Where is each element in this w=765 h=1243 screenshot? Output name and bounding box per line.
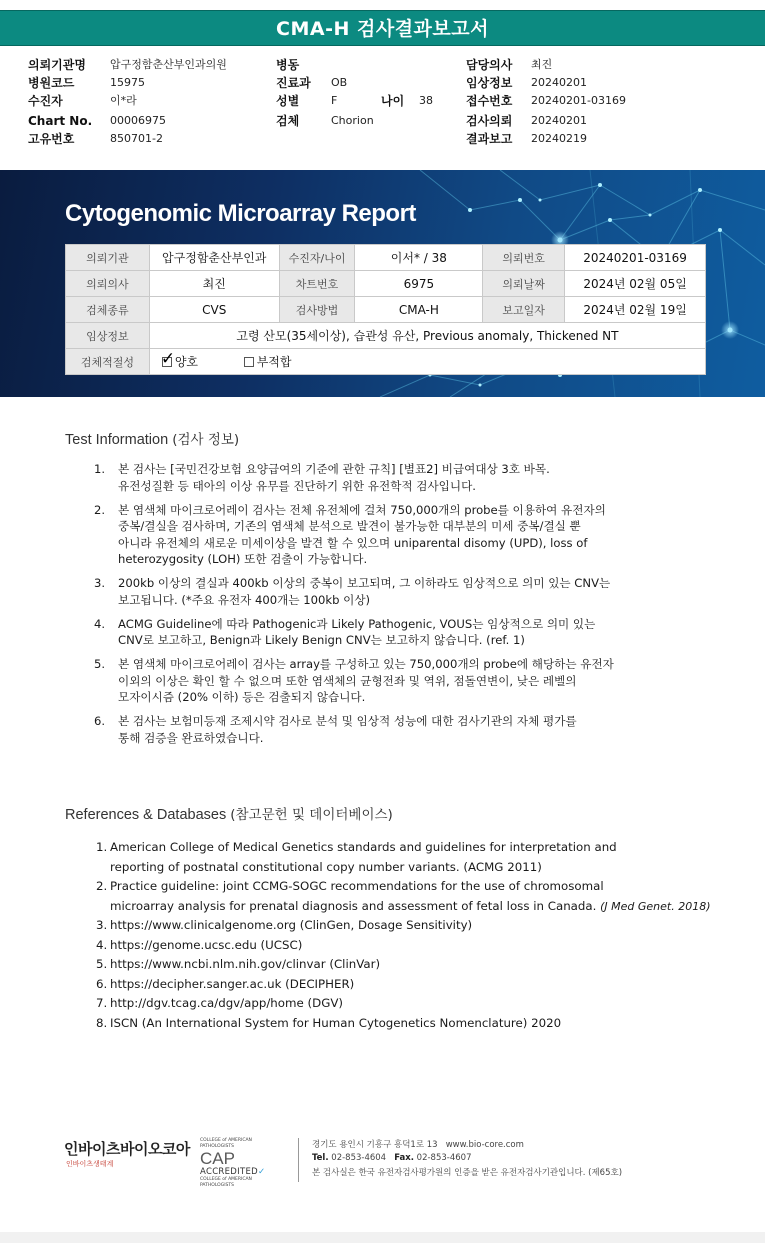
info-label: 검체종류	[66, 297, 150, 323]
meta-label: 접수번호	[466, 94, 513, 108]
references-title: References & Databases	[65, 807, 227, 823]
meta-row	[466, 112, 626, 130]
cytogenomic-report-title: Cytogenomic Microarray Report	[65, 200, 416, 227]
list-item	[94, 616, 704, 649]
test-info-list	[94, 461, 704, 754]
list-item-number: 1.	[96, 840, 108, 854]
info-label: 의뢰기관	[66, 245, 150, 271]
meta-value: OB	[331, 76, 348, 89]
references-title-ko: (참고문헌 및 데이터베이스)	[230, 807, 393, 823]
unsuitable-checkbox	[244, 357, 254, 367]
list-item-line: CNV로 보고하고, Benign과 Likely Benign CNV는 보고하지 않습니다. (ref. 1)	[118, 633, 525, 647]
references-heading	[65, 803, 393, 823]
footer-tel: 02-853-4604	[331, 1153, 387, 1163]
meta-row	[466, 130, 626, 148]
meta-label: 병동	[276, 58, 300, 72]
clinical-info-value: 고령 산모(35세이상), 습관성 유산, Previous anomaly, Thickened NT	[149, 323, 705, 349]
list-item-line: 중복/결실을 검사하며, 기존의 염색체 분석으로 발견이 불가능한 대부분의 미세 중복/결실 뿐	[118, 519, 581, 533]
cap-accredited-logo	[200, 1138, 280, 1188]
meta-value: 00006975	[110, 114, 166, 127]
meta-value: 압구정함춘산부인과의원	[110, 58, 227, 71]
list-item-text	[110, 975, 716, 995]
info-label: 의뢰번호	[483, 245, 565, 271]
meta-value: 20240201-03169	[531, 94, 626, 107]
footer-contact	[312, 1139, 622, 1180]
list-item	[96, 955, 716, 975]
meta-label: 검체	[276, 114, 300, 128]
list-item-text	[110, 994, 716, 1014]
footer-fax: 02-853-4607	[416, 1153, 472, 1163]
meta-row	[276, 112, 433, 130]
meta-label: 검사의뢰	[466, 114, 513, 128]
meta-label: 진료과	[276, 76, 311, 90]
meta-value: 850701-2	[110, 132, 163, 145]
specimen-suitability-label: 검체적절성	[66, 349, 150, 375]
journal-citation: (J Med Genet. 2018)	[600, 899, 711, 913]
list-item-number: 4.	[96, 937, 108, 952]
list-item-line: ISCN (An International System for Human Cytogenetics Nomenclature) 2020	[110, 1015, 562, 1030]
list-item	[96, 1014, 716, 1034]
suitable-label: 양호	[174, 355, 199, 369]
suitable-checkbox	[160, 348, 176, 369]
meta-row	[28, 112, 227, 130]
checkmark-icon: ✓	[160, 348, 176, 369]
list-item-line: https://www.clinicalgenome.org (ClinGen, Dosage Sensitivity)	[110, 918, 473, 932]
meta-column-department	[276, 56, 433, 130]
meta-label: 나이	[381, 94, 405, 108]
list-item-line: ACMG Guideline에 따라 Pathogenic과 Likely Pathogenic, VOUS는 임상적으로 의미 있는	[118, 616, 596, 631]
info-label: 차트번호	[279, 271, 355, 297]
meta-row	[28, 130, 227, 148]
list-item-line: heterozygosity (LOH) 또한 검출이 가능합니다.	[118, 552, 368, 566]
unsuitable-label: 부적합	[256, 355, 292, 369]
list-item	[96, 877, 716, 916]
cap-top-text: COLLEGE of AMERICAN PATHOLOGISTS	[200, 1138, 252, 1149]
meta-row	[466, 56, 626, 74]
clinical-info-label: 임상정보	[66, 323, 150, 349]
meta-value: 38	[419, 94, 433, 107]
report-title: CMA-H 검사결과보고서	[0, 10, 765, 46]
list-item-text	[118, 461, 704, 494]
list-item	[96, 994, 716, 1014]
test-info-title-ko: (검사 정보)	[172, 432, 240, 448]
info-value: CMA-H	[355, 297, 483, 323]
list-item-line: reporting of postnatal constitutional copy number variants. (ACMG 2011)	[110, 859, 542, 874]
list-item	[94, 502, 704, 568]
meta-row	[466, 74, 626, 92]
list-item-number: 2.	[94, 502, 106, 517]
list-item-number: 1.	[94, 462, 106, 476]
list-item-line: 본 염색체 마이크로어레이 검사는 전체 유전체에 걸쳐 750,000개의 probe를 이용하여 유전자의	[118, 502, 606, 517]
list-item	[96, 838, 716, 877]
footer	[64, 1138, 704, 1188]
list-item-line: https://genome.ucsc.edu (UCSC)	[110, 937, 303, 952]
list-item-text	[110, 936, 716, 956]
info-value: 압구정함춘산부인과	[149, 245, 279, 271]
info-value: 이서* / 38	[355, 245, 483, 271]
meta-row	[28, 74, 227, 92]
info-value: 20240201-03169	[565, 245, 706, 271]
list-item	[94, 575, 704, 608]
list-item-text	[110, 838, 716, 877]
fax-label: Fax.	[394, 1153, 414, 1163]
meta-column-dates	[466, 56, 626, 148]
cap-bottom-text: COLLEGE of AMERICAN PATHOLOGISTS	[200, 1177, 252, 1188]
test-info-title: Test Information	[65, 432, 169, 448]
list-item-text	[118, 575, 704, 608]
list-item-line: 본 검사는 보험미등재 조제시약 검사로 분석 및 임상적 성능에 대한 검사기관의 자체 평가를	[118, 714, 577, 728]
cap-text: CAP	[200, 1149, 235, 1168]
list-item-number: 7.	[96, 996, 108, 1010]
meta-label: Chart No.	[28, 114, 93, 128]
report-info-table	[65, 244, 706, 375]
meta-label: 병원코드	[28, 76, 75, 90]
meta-value: Chorion	[331, 114, 374, 127]
meta-value: 20240219	[531, 132, 587, 145]
meta-row	[28, 56, 227, 74]
list-item-text	[118, 713, 704, 746]
list-item-line: http://dgv.tcag.ca/dgv/app/home (DGV)	[110, 996, 344, 1010]
meta-row	[276, 56, 433, 74]
list-item-text	[110, 955, 716, 975]
list-item-line: 유전성질환 등 태아의 이상 유무를 진단하기 위한 유전학적 검사입니다.	[118, 478, 476, 493]
references-list	[96, 838, 716, 1033]
list-item-text	[118, 502, 704, 568]
meta-label: 성별	[276, 94, 300, 108]
cap-accredited-text: ACCREDITED✓	[200, 1167, 266, 1177]
list-item-line: 200kb 이상의 결실과 400kb 이상의 중복이 보고되며, 그 이하라도 임상적으로 의미 있는 CNV는	[118, 576, 611, 590]
info-label: 의뢰의사	[66, 271, 150, 297]
footer-website: www.bio-core.com	[445, 1140, 524, 1150]
meta-value: 최진	[531, 58, 553, 71]
meta-label: 고유번호	[28, 132, 75, 146]
list-item	[94, 656, 704, 706]
meta-column-patient	[28, 56, 227, 148]
info-value: 2024년 02월 05일	[565, 271, 706, 297]
list-item-number: 5.	[96, 957, 108, 971]
list-item-text	[110, 877, 716, 916]
list-item-text	[110, 916, 716, 936]
info-label: 보고일자	[483, 297, 565, 323]
list-item-line: microarray analysis for prenatal diagnosis and assessment of fetal loss in Canada.	[110, 898, 597, 913]
meta-label: 담당의사	[466, 58, 513, 72]
test-info-heading	[65, 428, 239, 448]
meta-value: 이*라	[110, 94, 137, 107]
info-value: 2024년 02월 19일	[565, 297, 706, 323]
meta-label: 결과보고	[466, 132, 513, 146]
list-item-number: 6.	[94, 714, 106, 728]
info-value: 6975	[355, 271, 483, 297]
list-item	[96, 916, 716, 936]
list-item-line: https://www.ncbi.nlm.nih.gov/clinvar (ClinVar)	[110, 957, 381, 971]
list-item-number: 6.	[96, 976, 108, 991]
footer-certification: 본 검사실은 한국 유전자검사평가원의 인증을 받은 유전자검사기관입니다. (제65호)	[312, 1168, 623, 1178]
meta-value: 15975	[110, 76, 145, 89]
meta-row	[466, 92, 626, 110]
meta-value: F	[331, 94, 338, 107]
list-item-number: 2.	[96, 879, 108, 893]
info-label: 검사방법	[279, 297, 355, 323]
meta-row	[28, 92, 227, 110]
list-item-line: 모자이시즘 (20% 이하) 등은 검출되지 않습니다.	[118, 690, 366, 704]
list-item-line: 보고됩니다. (*주요 유전자 400개는 100kb 이상)	[118, 592, 371, 607]
company-logo-subtext: 인바이츠생태계	[66, 1160, 114, 1168]
list-item-line: Practice guideline: joint CCMG-SOGC recommendations for the use of chromosomal	[110, 879, 604, 893]
list-item	[96, 975, 716, 995]
list-item-number: 8.	[96, 1015, 108, 1030]
list-item-line: American College of Medical Genetics standards and guidelines for interpretation and	[110, 840, 617, 854]
meta-row	[276, 74, 433, 92]
meta-label: 임상정보	[466, 76, 513, 90]
meta-value: 20240201	[531, 76, 587, 89]
list-item	[94, 713, 704, 746]
list-item-line: https://decipher.sanger.ac.uk (DECIPHER)	[110, 976, 355, 991]
meta-row	[276, 92, 433, 110]
list-item-line: 통해 검증을 완료하였습니다.	[118, 730, 264, 745]
company-logo: 인바이츠바이오코아	[64, 1140, 190, 1158]
info-label: 수진자/나이	[279, 245, 355, 271]
list-item	[94, 461, 704, 494]
cap-check-icon: ✓	[257, 1167, 266, 1177]
list-item-number: 3.	[96, 918, 108, 932]
info-value: 최진	[149, 271, 279, 297]
meta-value: 20240201	[531, 114, 587, 127]
list-item-number: 5.	[94, 657, 106, 671]
list-item-line: 본 검사는 [국민건강보험 요양급여의 기준에 관한 규칙] [별표2] 비급여대상 3호 바목.	[118, 462, 550, 476]
meta-label: 의뢰기관명	[28, 58, 86, 72]
list-item	[96, 936, 716, 956]
list-item-text	[118, 656, 704, 706]
list-item-text	[118, 616, 704, 649]
meta-label: 수진자	[28, 94, 63, 108]
list-item-number: 3.	[94, 576, 106, 590]
specimen-suitability-options	[149, 349, 705, 375]
list-item-text	[110, 1014, 716, 1034]
list-item-number: 4.	[94, 616, 106, 631]
list-item-line: 본 염색체 마이크로어레이 검사는 array를 구성하고 있는 750,000개의 probe에 해당하는 유전자	[118, 657, 614, 671]
footer-address: 경기도 용인시 기흥구 흥덕1로 13	[312, 1140, 438, 1150]
info-value: CVS	[149, 297, 279, 323]
tel-label: Tel.	[312, 1153, 329, 1163]
list-item-line: 이외의 이상은 확인 할 수 없으며 또한 염색체의 균형전좌 및 역위, 점돌연변이, 낮은 레벨의	[118, 673, 577, 688]
info-label: 의뢰날짜	[483, 271, 565, 297]
footer-divider	[298, 1138, 299, 1182]
list-item-line: 아니라 유전체의 새로운 미세이상을 발견 할 수 있으며 uniparental disomy (UPD), loss of	[118, 535, 588, 550]
